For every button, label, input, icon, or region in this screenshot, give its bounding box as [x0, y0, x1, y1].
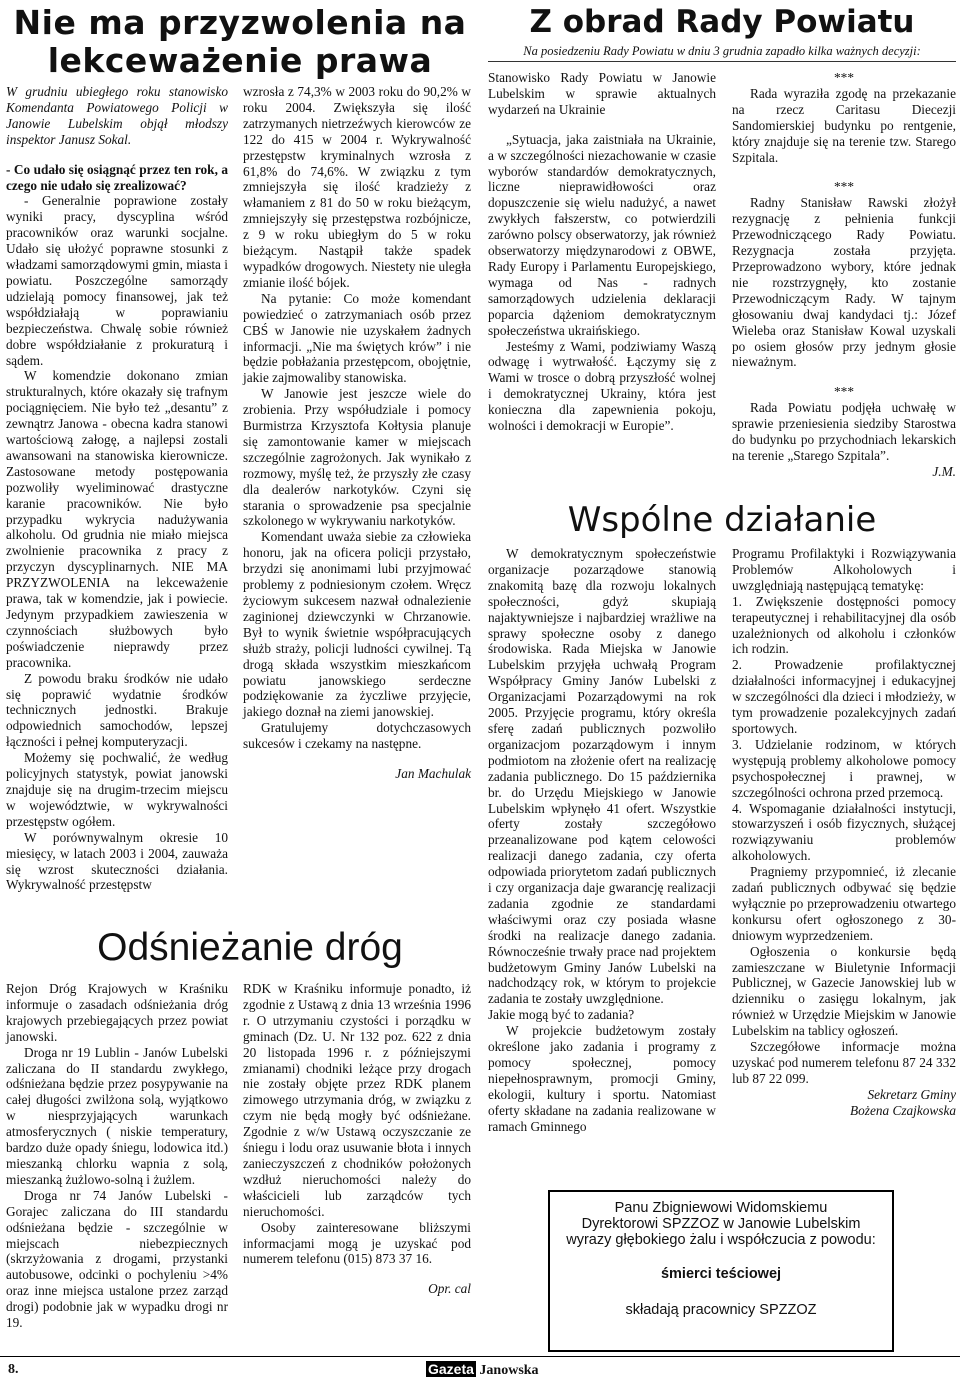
article1-column-1 [6, 84, 228, 893]
article1-author: Jan Machulak [395, 766, 471, 782]
condolence-line: wyrazy głębokiego żalu i współczucia z powodu: [566, 1232, 876, 1248]
article1-column-2 [243, 84, 471, 782]
article4-list-item: 3. Udzielanie rodzinom, w których występują problemy alkoholowe pomocy psychospołecznej i prawnej, w szczególności ochrona przed przemocą. [732, 736, 956, 800]
article1-question: - Co udało się osiągnąć przez ten rok, a czego nie udało się zrealizować? [6, 161, 228, 193]
article1-paragraph: Gratulujemy dotychczasowych sukcesów i czekamy na następne. [243, 720, 471, 752]
article4-question: Jakie mogą być to zadania? [488, 1007, 635, 1023]
article3-paragraph: Droga nr 74 Janów Lubelski - Gorajec zaliczana do III standardu odśnieżana będzie - szczególnie w miejscach niebezpiecznych (skrzyżowania z drogami, przystanki autobusowe, odcinki o pochyleniu >4% oraz inne miejsca ustalone przez zarząd drogi) podobnie jak w wypadku drogi nr 19. [6, 1187, 228, 1331]
article4-paragraph: Ogłoszenia o konkursie będą zamieszczane w Biuletynie Informacji Publicznej, w Gazecie Janowskiej lub w dzienniku o zasięgu lokalnym, jak również w Urzędzie Miejskim w Janowie Lubelskim na tablicy ogłoszeń. [732, 943, 956, 1039]
article2-paragraph: Jesteśmy z Wami, podziwiamy Waszą odwagę i wytrwałość. Łączymy się z Wami w trosce o dobrą przyszłość wolnej i demokratycznej Ukrainy, która jest konieczna dla zapewnienia pokoju, wolności i demokracji w Europie”. [488, 338, 716, 434]
article2-rule [488, 61, 956, 62]
condolence-line: Dyrektorowi SPZZOZ w Janowie Lubelskim [581, 1216, 861, 1232]
article1-paragraph: Możemy się pochwalić, że według policyjnych statystyk, powiat janowski znajduje się na drugim-trzecim miejscu w województwie, w wykrywalności przestępstw ogółem. [6, 750, 228, 829]
article4-paragraph: Pragniemy przypomnieć, iż zlecanie zadań publicznych odbywać się będzie wyłącznie po przeprowadzeniu otwartego konkursu ofert ogłoszonego z 30-dniowym wyprzedzeniem. [732, 864, 956, 943]
article1-paragraph: W porównywalnym okresie 10 miesięcy, w latach 2003 i 2004, zauważa się wzrost skuteczności działania. Wykrywalność przestępstw [6, 829, 228, 893]
article4-list-item: 2. Prowadzenie profilaktycznej działalności informacyjnej i edukacyjnej w szczególności dla dzieci i młodzieży, w tym prowadzenie pozalekcyjnych zadań sportowych. [732, 657, 956, 736]
logo-part-janowska: Janowska [479, 1363, 539, 1378]
page-number: 8. [8, 1362, 19, 1377]
condolence-line: Panu Zbigniewowi Widomskiemu [614, 1200, 828, 1216]
article3-paragraph: Droga nr 19 Lublin - Janów Lubelski zaliczana do II standardu zwykłego, odśnieżana będzie przez posypywanie na całej długości zwilżona solą, wyjątkowo w niesprzyjających warunkach atmosferycznych ( niskie temperatury, bardzo duże opady śniegu, lodowica itd.) mieszanką chlorku wapnia z solą, mieszanką żużlowo-solną i żużlem. [6, 1044, 228, 1187]
logo-part-gazeta: Gazeta [428, 1361, 474, 1377]
separator-stars: *** [834, 179, 854, 195]
article3-author: Opr. cal [428, 1281, 471, 1297]
article3-column-2 [243, 981, 471, 1297]
article1-paragraph: - Generalnie poprawione zostały wyniki pracy, dyscyplina wśród pracowników oraz warunki socjalne. Udało się ułożyć poprawne stosunki z władzami samorządowymi gmin, miasta i powiatu. Poszczególne samorządy udzielają pomocy finansowej, jak też współdziałają w poprawianiu bezpieczeństwa. Chwalę sobie również dobre współdziałanie z prokuraturą i sądem. [6, 193, 228, 368]
condolence-box [548, 1190, 894, 1352]
article4-list-item: 4. Wspomaganie działalności instytucji, stowarzyszeń i osób fizycznych, służącej rozwiązywaniu problemów alkoholowych. [732, 800, 956, 864]
footer-rule [0, 1356, 960, 1357]
article1-paragraph: W Janowie jest jeszcze wiele do zrobienia. Przy współudziale i pomocy Burmistrza Krzysztofa Kołtysia planuje się zamontowanie kamer w miejscach szczególnie zagrożonych. Jak wynikało z rozmowy, myślę też, że przyszły złe czasy dla dealerów narkotyków. Czyni się starania o sprowadzenie psa specjalnie szkolonego w wykrywaniu narkotyków. [243, 386, 471, 529]
article2-author: J.M. [932, 463, 956, 479]
article2-paragraph: Rada Powiatu podjęła uchwałę w sprawie przeniesienia siedziby Starostwa do budynku po przychodniach lekarskich na terenie „Starego Szpitala”. [732, 400, 956, 463]
article4-list-item: 1. Zwiększenie dostępności pomocy terapeutycznej i rehabilitacyjnej dla osób uzależnionych od alkoholu i członków ich rodzin. [732, 593, 956, 657]
newspaper-logo [426, 1361, 539, 1379]
article-title-wspolne: Wspólne działanie [567, 500, 877, 540]
article4-paragraph: W projekcie budżetowym zostały określone jako zadania i programy z pomocy społecznej, pomocy niepełnosprawnym, promocji Gminy, ekologii, kultury i sportu. Natomiast oferty składane na zadania realizowane w ramach Gminnego [488, 1023, 716, 1134]
article3-paragraph: RDK w Kraśniku informuje ponadto, iż zgodnie z Ustawą z dnia 13 września 1996 r. O utrzymaniu czystości i porządku w gminach (Dz. U. Nr 132 poz. 622 z dnia 20 listopada 1996 r. z późniejszymi zmianami) chodniki leżące przy drogach nie zostały objęte przez RDK planem zimowego utrzymania dróg, w związku z czym nie będą mogły być odśnieżane. Zgodnie z w/w Ustawą oczyszczanie ze śniegu i lodu oraz usuwanie błota i innych zanieczyszczeń z chodników położonych wzdłuż nieruchomości należy do właścicieli lub zarządców tych nieruchomości. [243, 981, 471, 1219]
condolence-reason: śmierci teściowej [660, 1266, 782, 1282]
article3-paragraph: Rejon Dróg Krajowych w Kraśniku informuje o zasadach odśnieżania dróg krajowych przebiegających przez powiat janowski. [6, 981, 228, 1044]
article2-paragraph: Rada wyraziła zgodę na przekazanie na rzecz Caritasu Diecezji Sandomierskiej budynku po rentgenie, który znajduje się na terenie tzw. Starego Szpitala. [732, 85, 956, 165]
article1-lead: W grudniu ubiegłego roku stanowisko Komendanta Powiatowego Policji w Janowie Lubelskim objął młodszy inspektor Janusz Sokal. [6, 84, 228, 147]
article-title-obrady: Z obrad Rady Powiatu [529, 4, 915, 40]
article3-column-1 [6, 981, 228, 1331]
article4-paragraph: W demokratycznym społeczeństwie organizacje pozarządowe stanowią znakomitą bazę dla rozwoju lokalnych społeczności, gdyż skupiają najaktywniejsze i najbardziej wrażliwe na sprawy społeczne osoby z danego środowiska. Rada Miejska w Janowie Lubelskim przyjęła uchwałą Program Współpracy Gminy Janów Lubelski z Organizacjami Pozarządowymi na rok 2005. Przyjęcie programu, który określa sferę zadań publicznych pozwoliło organizacjom pozarządowym i innym podmiotom na złożenie ofert na realizację zadania publicznego. Do 15 października br. do Urzędu Miejskiego w Janowie Lubelskim wpłynęło 41 ofert. Wszystkie oferty zostały szczegółowo przeanalizowane pod kątem celowości realizacji danego zadania, czy oferta odpowiada priorytetom zadań publicznych i czy organizacja daje gwarancję realizacji zadania zgodnie ze standardami właściwymi oraz czy posiada własne środki na realizacje danego zadania. Równocześnie trwały prace nad projektem budżetowym Gminy Janów Lubelski na nadchodzący rok, w którym to projekcie zadania te zostały uwzględnione. [488, 546, 716, 1007]
separator-stars: *** [834, 70, 854, 85]
article2-subtitle: Na posiedzeniu Rady Powiatu w dniu 3 grudnia zapadło kilka ważnych decyzji: [523, 44, 921, 58]
article3-paragraph: Osoby zainteresowane bliższymi informacjami mogą je uzyskać pod numerem telefonu (015) 873 37 16. [243, 1219, 471, 1267]
article1-paragraph: W komendzie dokonano zmian strukturalnych, które okazały się trafnym pociągnięciem. Nie było też „desantu” z zewnątrz Janowa - obecna kadra stanowi wartościową załogę, a najlepsi zostali awansowani na stanowiska kierownicze. Zastosowane metody postępowania pozwoliły wyeliminować drastyczne karanie pracowników. Nie było przypadku wykrycia nadużywania alkoholu. Od grudnia nie miało miejsca zwolnienie pracownika z pracy z przyczyn dyscyplinarnych. NIE MA PRZYZWOLENIA na lekceważenie prawa, tak w komendzie, jak i powiecie. Jedynym przypadkiem zawieszenia w czynnościach służbowych było poświadczenie nieprawdy przez pracownika. [6, 368, 228, 670]
article-title-prawo: Nie ma przyzwolenia na lekceważenie prawa [13, 3, 467, 80]
condolence-signature: składają pracownicy SPZZOZ [625, 1302, 817, 1318]
article-title-odsniezanie: Odśnieżanie dróg [97, 926, 403, 969]
article2-paragraph: Radny Stanisław Rawski złożył rezygnację z pełnienia funkcji Przewodniczącego Rady Powiatu. Rezygnacja została przyjęta. Przeprowadzono wybory, które jednak nie rozstrzygnęły, kto zostanie Przewodniczącym Rady. W tajnym głosowaniu dwaj kandydaci tj.: Józef Wieleba oraz Stanisław Kowal uzyskali po osiem głosów przy jednym głosie nieważnym. [732, 195, 956, 370]
article2-column-1 [488, 70, 716, 434]
article1-paragraph: Z powodu braku środków nie udało się poprawić wydatnie środków technicznych jednostki. Brakuje odpowiednich samochodów, lepszej łączności i pełnej komputeryzacji. [6, 670, 228, 750]
article2-column-2 [732, 70, 956, 480]
article4-column-1 [488, 546, 716, 1135]
article2-paragraph: „Sytuacja, jaka zaistniała na Ukrainie, a w szczególności niezachowanie w czasie wyborów standardów demokratycznych, liczne nieprawidłowości oraz dopuszczenie się wielu nadużyć, a nawet zwykłych fałszerstw, co potwierdzili zarówno polscy obserwatorzy, jak również obserwatorzy międzynarodowi z OBWE, Rady Europy i Parlamentu Europejskiego, wymaga od Nas - radnych samorządowych udzielenia deklaracji poparcia dążeniom demokratycznym społeczeństwa ukraińskiego. [488, 131, 716, 338]
article4-paragraph: Programu Profilaktyki i Rozwiązywania Problemów Alkoholowych i uwzględniają następującą tematykę: [732, 546, 956, 593]
article4-author-name: Bożena Czajkowska [850, 1102, 956, 1118]
article4-author-role: Sekretarz Gminy [867, 1086, 956, 1102]
article4-paragraph: Szczegółowe informacje można uzyskać pod numerem telefonu 87 24 332 lub 87 22 099. [732, 1039, 956, 1086]
article1-paragraph: Komendant uważa siebie za człowieka honoru, jak na oficera policji przystało, brzydzi się anonimami lubi przyjmować problemy z podniesionym czołem. Wręcz życiowym sukcesem nazwał odnalezienie zaginionej dziewczynki w Chrzanowie. Był to wynik świetnie współpracujących służb straży, policji ludności cywilnej. Tą drogą składa wszystkim mieszkańcom powiatu janowskiego serdeczne podziękowanie za życzliwe przyjęcie, jakiego doznał na ziemi janowskiej. [243, 529, 471, 720]
article1-paragraph: Na pytanie: Co może komendant powiedzieć o zatrzymaniach osób przez CBŚ w Janowie nie uzyskałem żadnych informacji. „Nie ma świętych krów” i nie będzie pobłażania przestępcom, obojętnie, jakie zajmowaliby stanowiska. [243, 290, 471, 386]
article1-paragraph: wzrosła z 74,3% w 2003 roku do 90,2% w roku 2004. Zwiększyła się ilość zatrzymanych nietrzeźwych kierowców ze 122 do 415 w 2004 r. Wykrywalność przestępstw kryminalnych wzrosła z 61,8% do 74,6%. W związku z tym zmniejszyła się ilość kradzieży z włamaniem z 81 do 50 w roku bieżącym, zmniejszyły się przestępstwa rozbójnicze, z 9 w roku ubiegłym do 5 w roku bieżącym. Nastąpił także spadek wypadków drogowych. Niestety nie uległa zmianie ilość bójek. [243, 84, 471, 290]
separator-stars: *** [834, 384, 854, 400]
article2-heading: Stanowisko Rady Powiatu w Janowie Lubelskim w sprawie aktualnych wydarzeń na Ukrainie [488, 70, 716, 117]
article4-column-2 [732, 546, 956, 1119]
